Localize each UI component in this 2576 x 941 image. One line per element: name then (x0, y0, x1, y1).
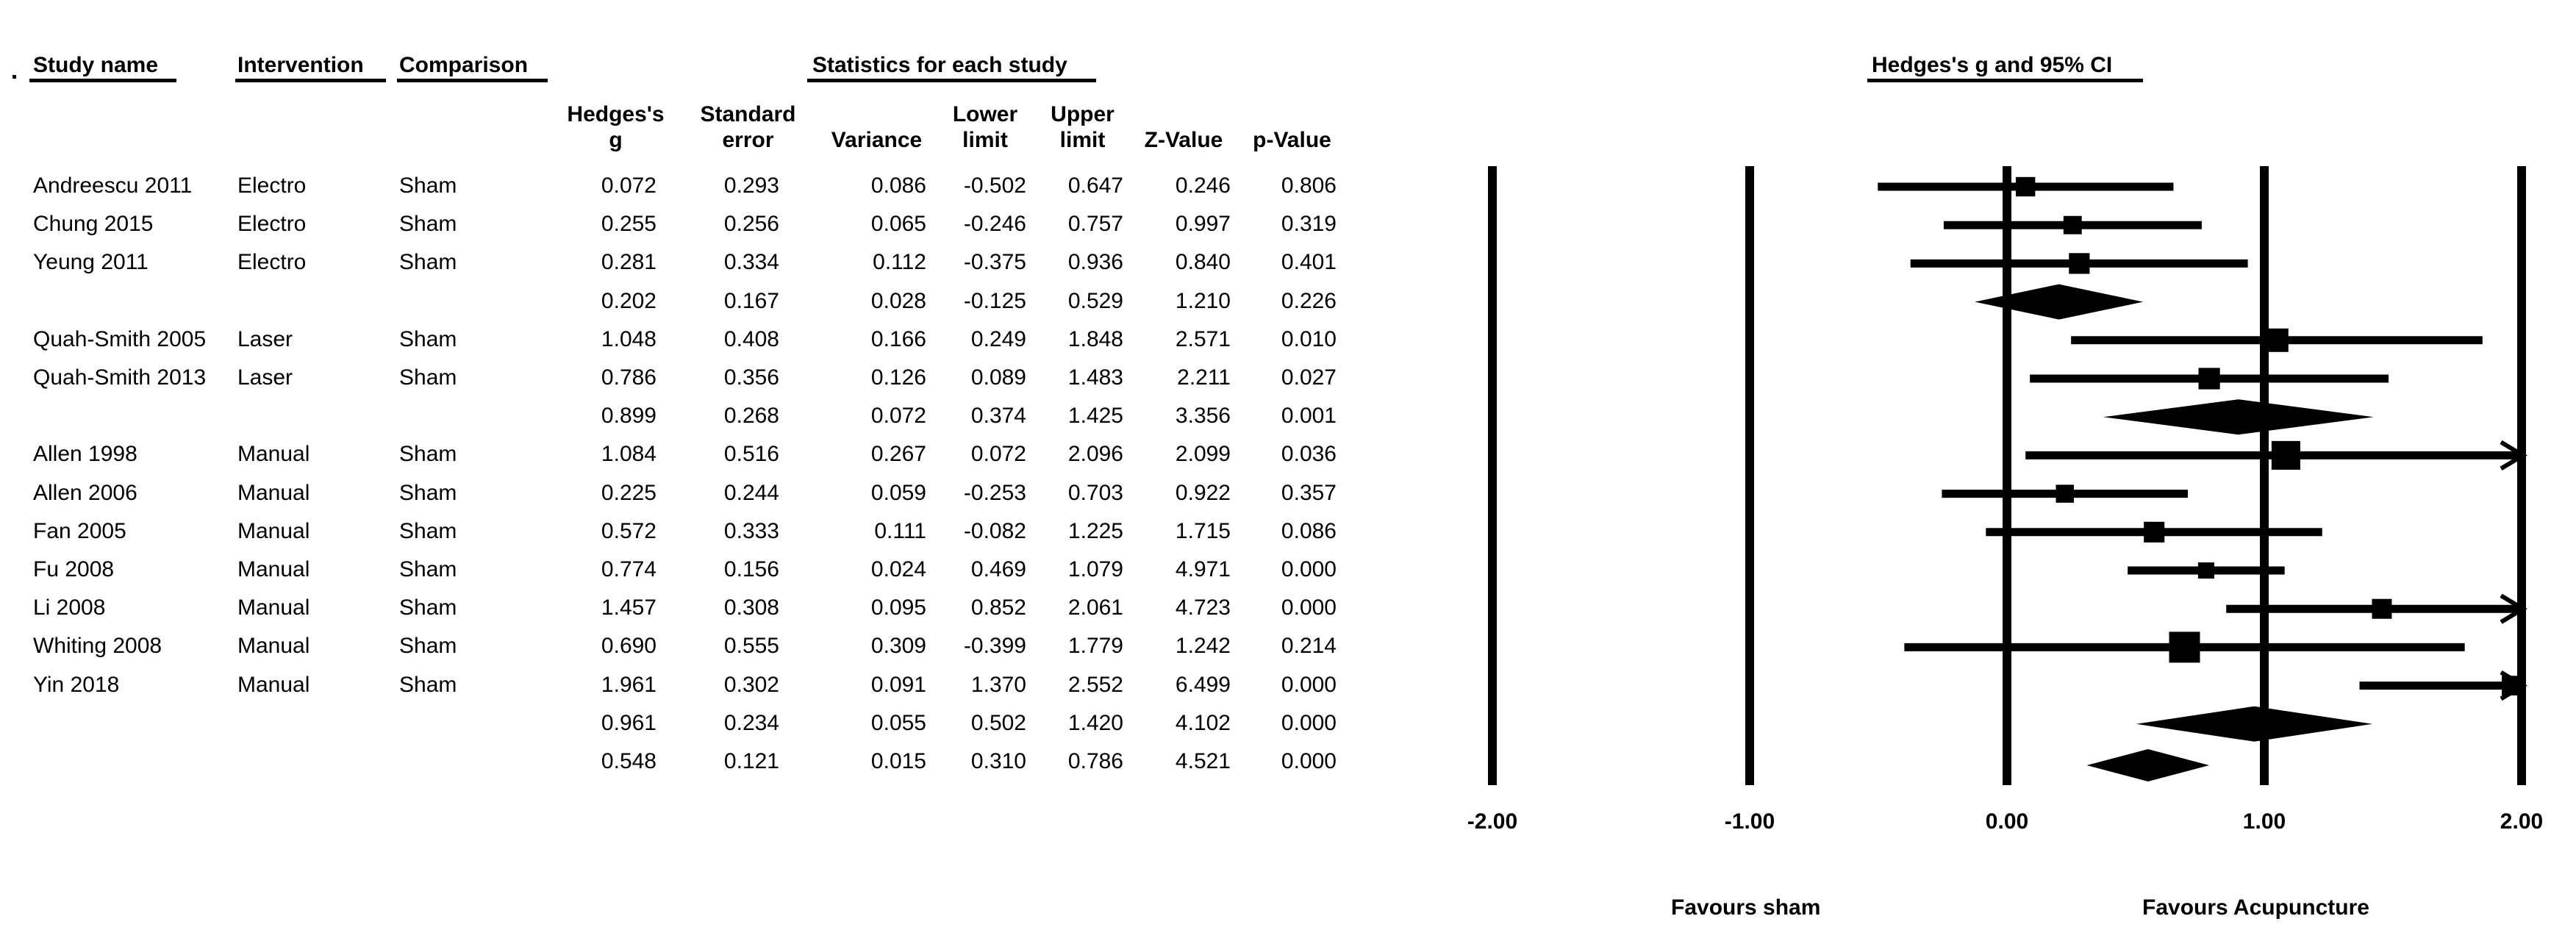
cell-comparison: Sham (399, 173, 457, 198)
favours-acupuncture-label: Favours Acupuncture (2142, 895, 2369, 920)
cell-study-name: Quah-Smith 2013 (33, 365, 207, 390)
colhead-variance: Variance (831, 128, 923, 152)
x-tick-label: 2.00 (2500, 809, 2544, 834)
subtotal-diamond (2103, 399, 2374, 434)
cell-comparison: Sham (399, 442, 457, 467)
cell-z-value: 0.840 (1175, 250, 1231, 275)
point-estimate (2502, 676, 2522, 695)
cell-hedges-g: 0.786 (601, 365, 656, 390)
cell-lower-limit: -0.399 (963, 634, 1026, 659)
cell-intervention: Manual (237, 557, 310, 582)
cell-study-name: Chung 2015 (33, 212, 154, 237)
cell-standard-error: 0.121 (723, 749, 779, 773)
cell-intervention: Laser (237, 326, 293, 351)
cell-z-value: 1.715 (1175, 518, 1231, 543)
cell-p-value: 0.319 (1281, 212, 1337, 237)
cell-lower-limit: -0.502 (963, 173, 1026, 198)
cell-study-name: Allen 2006 (33, 480, 137, 505)
cell-hedges-g: 0.225 (601, 480, 656, 505)
cell-standard-error: 0.293 (723, 173, 779, 198)
cell-z-value: 4.521 (1175, 749, 1231, 773)
cell-standard-error: 0.555 (723, 634, 779, 659)
cell-p-value: 0.000 (1281, 595, 1337, 620)
cell-variance: 0.111 (874, 518, 926, 543)
cell-upper-limit: 1.483 (1067, 365, 1123, 390)
cell-intervention: Manual (237, 442, 310, 467)
cell-hedges-g: 1.048 (601, 326, 656, 351)
cell-upper-limit: 0.647 (1067, 173, 1123, 198)
colhead-standard-error: Standard error (700, 102, 796, 152)
cell-variance: 0.126 (870, 365, 926, 390)
cell-z-value: 2.099 (1175, 442, 1231, 467)
cell-z-value: 2.211 (1177, 365, 1231, 390)
cell-study-name: Allen 1998 (33, 442, 137, 467)
cell-p-value: 0.401 (1281, 250, 1337, 275)
cell-standard-error: 0.167 (723, 288, 779, 313)
cell-lower-limit: -0.125 (963, 288, 1026, 313)
cell-intervention: Manual (237, 634, 310, 659)
subtotal-diamond (2136, 706, 2372, 742)
header-comparison: Comparison (399, 53, 529, 77)
cell-variance: 0.086 (870, 173, 926, 198)
point-estimate (2169, 631, 2200, 662)
cell-z-value: 1.210 (1175, 288, 1231, 313)
cell-comparison: Sham (399, 480, 457, 505)
point-estimate (2144, 522, 2164, 543)
cell-p-value: 0.000 (1281, 557, 1337, 582)
cell-variance: 0.059 (870, 480, 926, 505)
cell-study-name: Yin 2018 (33, 672, 120, 697)
cell-standard-error: 0.333 (723, 518, 779, 543)
colhead-upper-limit: Upper limit (1051, 102, 1115, 152)
x-tick-label: 0.00 (1985, 809, 2029, 834)
cell-intervention: Laser (237, 365, 293, 390)
cell-comparison: Sham (399, 595, 457, 620)
cell-upper-limit: 2.061 (1067, 595, 1123, 620)
cell-comparison: Sham (399, 326, 457, 351)
cell-comparison: Sham (399, 212, 457, 237)
cell-intervention: Electro (237, 173, 307, 198)
cell-z-value: 4.723 (1175, 595, 1231, 620)
cell-lower-limit: 0.502 (970, 710, 1026, 735)
cell-standard-error: 0.234 (723, 710, 779, 735)
header-study-name: Study name (33, 53, 159, 77)
cell-variance: 0.166 (870, 326, 926, 351)
cell-upper-limit: 0.703 (1067, 480, 1123, 505)
cell-intervention: Manual (237, 480, 310, 505)
cell-upper-limit: 0.936 (1067, 250, 1123, 275)
cell-p-value: 0.000 (1281, 710, 1337, 735)
x-tick-label: -2.00 (1467, 809, 1518, 834)
cell-standard-error: 0.256 (723, 212, 779, 237)
cell-variance: 0.024 (870, 557, 926, 582)
colhead-hedges-g: Hedges's g (567, 102, 665, 152)
cell-z-value: 3.356 (1175, 404, 1231, 429)
cell-hedges-g: 0.202 (601, 288, 656, 313)
cell-study-name: Andreescu 2011 (33, 173, 193, 198)
cell-variance: 0.072 (870, 404, 926, 429)
point-estimate (2056, 484, 2074, 502)
header-intervention: Intervention (237, 53, 364, 77)
cell-lower-limit: 0.469 (970, 557, 1026, 582)
cell-variance: 0.267 (870, 442, 926, 467)
cell-hedges-g: 1.961 (601, 672, 656, 697)
cell-lower-limit: -0.253 (963, 480, 1026, 505)
cell-lower-limit: -0.082 (963, 518, 1026, 543)
cell-variance: 0.112 (873, 250, 926, 275)
favours-sham-label: Favours sham (1671, 895, 1821, 920)
cell-variance: 0.028 (870, 288, 926, 313)
cell-standard-error: 0.244 (723, 480, 779, 505)
cell-z-value: 6.499 (1175, 672, 1231, 697)
cell-z-value: 0.997 (1175, 212, 1231, 237)
point-estimate (2064, 216, 2082, 235)
cell-comparison: Sham (399, 634, 457, 659)
point-estimate (2272, 441, 2300, 470)
cell-hedges-g: 0.072 (601, 173, 656, 198)
cell-standard-error: 0.334 (723, 250, 779, 275)
cell-lower-limit: 0.310 (970, 749, 1026, 773)
cell-comparison: Sham (399, 250, 457, 275)
overall-diamond (2087, 749, 2210, 781)
point-estimate (2069, 253, 2089, 273)
cell-upper-limit: 1.079 (1067, 557, 1123, 582)
cell-standard-error: 0.308 (723, 595, 779, 620)
subtotal-diamond (1975, 285, 2143, 320)
cell-hedges-g: 0.255 (601, 212, 656, 237)
cell-standard-error: 0.408 (723, 326, 779, 351)
point-estimate (2372, 599, 2391, 619)
cell-lower-limit: 0.072 (970, 442, 1026, 467)
plot-title: Hedges's g and 95% CI (1872, 53, 2113, 77)
colhead-z-value: Z-Value (1144, 128, 1223, 152)
cell-study-name: Whiting 2008 (33, 634, 162, 659)
cell-p-value: 0.001 (1281, 404, 1337, 429)
cell-variance: 0.091 (870, 672, 926, 697)
cell-hedges-g: 1.084 (601, 442, 656, 467)
cell-standard-error: 0.268 (723, 404, 779, 429)
cell-variance: 0.065 (870, 212, 926, 237)
cell-z-value: 0.922 (1175, 480, 1231, 505)
cell-lower-limit: 1.370 (970, 672, 1026, 697)
cell-upper-limit: 2.552 (1067, 672, 1123, 697)
cell-hedges-g: 0.281 (601, 250, 656, 275)
cell-variance: 0.055 (870, 710, 926, 735)
cell-z-value: 2.571 (1175, 326, 1231, 351)
cell-intervention: Electro (237, 212, 307, 237)
cell-lower-limit: 0.089 (970, 365, 1026, 390)
x-tick-label: 1.00 (2242, 809, 2286, 834)
cell-lower-limit: -0.375 (963, 250, 1026, 275)
cell-p-value: 0.000 (1281, 749, 1337, 773)
cell-standard-error: 0.302 (723, 672, 779, 697)
cell-z-value: 0.246 (1175, 173, 1231, 198)
cell-study-name: Quah-Smith 2005 (33, 326, 207, 351)
cell-variance: 0.015 (870, 749, 926, 773)
cell-hedges-g: 0.572 (601, 518, 656, 543)
cell-variance: 0.309 (870, 634, 926, 659)
cell-intervention: Manual (237, 672, 310, 697)
cell-variance: 0.095 (870, 595, 926, 620)
cell-lower-limit: 0.374 (970, 404, 1026, 429)
cell-z-value: 4.971 (1175, 557, 1231, 582)
cell-hedges-g: 0.774 (601, 557, 656, 582)
cell-z-value: 1.242 (1175, 634, 1231, 659)
cell-p-value: 0.010 (1281, 326, 1337, 351)
cell-study-name: Yeung 2011 (33, 250, 149, 275)
cell-hedges-g: 0.961 (601, 710, 656, 735)
x-tick-label: -1.00 (1724, 809, 1775, 834)
colhead-p-value: p-Value (1253, 128, 1331, 152)
cell-p-value: 0.806 (1281, 173, 1337, 198)
cell-comparison: Sham (399, 518, 457, 543)
cell-upper-limit: 0.786 (1067, 749, 1123, 773)
cell-comparison: Sham (399, 365, 457, 390)
point-estimate (2265, 329, 2289, 352)
cell-upper-limit: 1.425 (1067, 404, 1123, 429)
cell-lower-limit: 0.852 (970, 595, 1026, 620)
cell-standard-error: 0.516 (723, 442, 779, 467)
cell-upper-limit: 1.420 (1067, 710, 1123, 735)
point-estimate (2198, 562, 2214, 579)
cell-comparison: Sham (399, 672, 457, 697)
cell-hedges-g: 0.690 (601, 634, 656, 659)
cell-p-value: 0.357 (1281, 480, 1337, 505)
cell-upper-limit: 0.529 (1067, 288, 1123, 313)
cell-intervention: Electro (237, 250, 307, 275)
colhead-lower-limit: Lower limit (952, 102, 1018, 152)
cell-standard-error: 0.156 (723, 557, 779, 582)
cell-intervention: Manual (237, 518, 310, 543)
cell-p-value: 0.027 (1281, 365, 1337, 390)
cell-lower-limit: -0.246 (963, 212, 1026, 237)
cell-z-value: 4.102 (1175, 710, 1231, 735)
cell-p-value: 0.036 (1281, 442, 1337, 467)
cell-lower-limit: 0.249 (970, 326, 1026, 351)
cell-study-name: Fu 2008 (33, 557, 115, 582)
cell-hedges-g: 0.548 (601, 749, 656, 773)
cell-comparison: Sham (399, 557, 457, 582)
cell-p-value: 0.214 (1281, 634, 1337, 659)
cell-intervention: Manual (237, 595, 310, 620)
header-statistics: Statistics for each study (812, 53, 1067, 77)
cell-hedges-g: 0.899 (601, 404, 656, 429)
cell-standard-error: 0.356 (723, 365, 779, 390)
cell-p-value: 0.086 (1281, 518, 1337, 543)
cell-upper-limit: 1.779 (1067, 634, 1123, 659)
cell-upper-limit: 0.757 (1067, 212, 1123, 237)
point-estimate (2199, 368, 2220, 389)
cell-upper-limit: 2.096 (1067, 442, 1123, 467)
cell-upper-limit: 1.848 (1067, 326, 1123, 351)
point-estimate (2016, 177, 2035, 196)
cell-p-value: 0.226 (1281, 288, 1337, 313)
cell-p-value: 0.000 (1281, 672, 1337, 697)
cell-study-name: Li 2008 (33, 595, 106, 620)
cell-study-name: Fan 2005 (33, 518, 126, 543)
cell-hedges-g: 1.457 (601, 595, 656, 620)
cell-upper-limit: 1.225 (1067, 518, 1123, 543)
